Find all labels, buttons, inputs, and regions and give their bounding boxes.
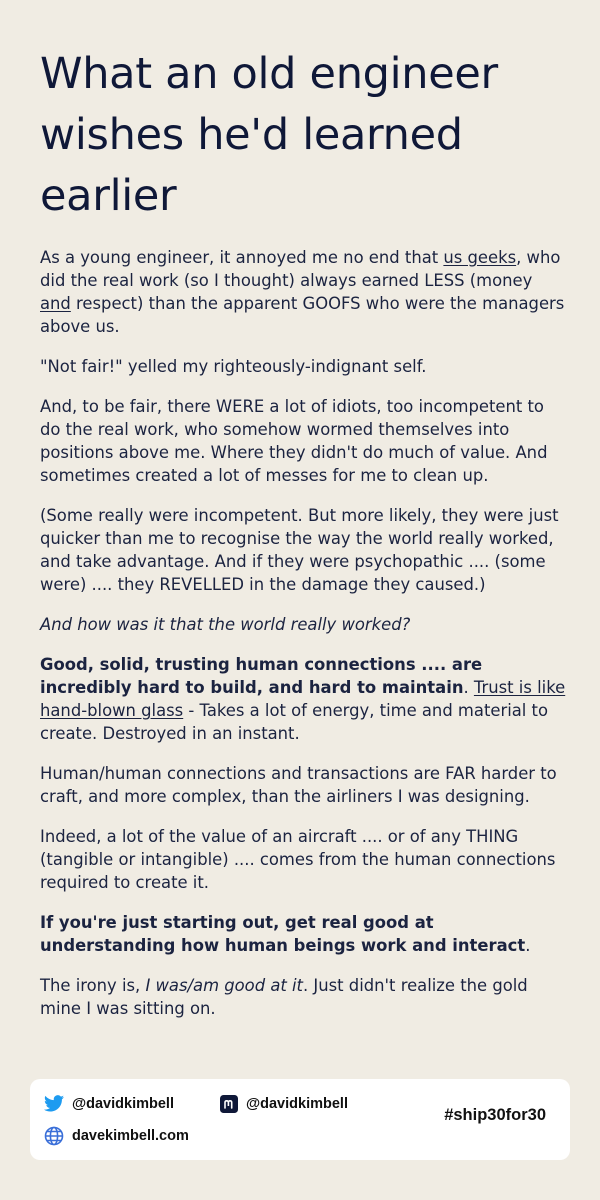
twitter-handle: @davidkimbell [72,1095,174,1112]
paragraph-4: (Some really were incompetent. But more likely, they were just quicker than me to recognise the way the world really worked, and take advantage. And if they were psychopathic .... (some were) .... they REVELLED in the damage they caused.) [40,506,559,594]
paragraph-1 [40,246,568,338]
website-link[interactable] [44,1126,189,1146]
page-title: What an old engineer wishes he'd learned earlier [40,49,498,221]
text-span: . [525,936,531,955]
italic-phrase: I was/am good at it [145,976,303,995]
text-span: , who did the real work (so I thought) always earned LESS (money [40,248,561,290]
social-footer [30,1079,570,1160]
text-span: respect) than the apparent GOOFS who were the managers above us. [40,294,565,336]
mastodon-handle-link[interactable] [220,1095,348,1113]
text-span: The irony is, [40,976,146,995]
paragraph-3: And, to be fair, there WERE a lot of idiots, too incompetent to do the real work, who somehow wormed themselves into positions above me. Where they didn't do much of value. And sometimes created a lot of messes for me to clean up. [40,397,548,485]
and-emphasis: and [40,294,71,313]
mastodon-handle: @davidkimbell [246,1096,348,1112]
paragraph-5-question: And how was it that the world really worked? [40,615,411,634]
paragraph-9 [40,911,568,957]
text-span: . Just didn't realize the gold mine I was sitting on. [40,976,528,1018]
bold-statement: Good, solid, trusting human connections .... are incredibly hard to build, and hard to maintain [40,655,483,697]
trust-glass-link[interactable]: Trust is like hand-blown glass [40,678,566,720]
paragraph-6 [40,653,568,745]
bold-advice: If you're just starting out, get real good at understanding how human beings work and interact [40,913,526,955]
paragraph-2: "Not fair!" yelled my righteously-indignant self. [40,357,427,376]
text-span: . [463,678,474,697]
text-span: - Takes a lot of energy, time and material to create. Destroyed in an instant. [40,701,549,743]
article-body [40,246,568,1037]
mastodon-icon [220,1095,238,1113]
paragraph-7: Human/human connections and transactions are FAR harder to craft, and more complex, than the airliners I was designing. [40,764,557,806]
twitter-icon [44,1095,64,1112]
website-url: davekimbell.com [72,1128,189,1144]
paragraph-10 [40,974,568,1020]
paragraph-8: Indeed, a lot of the value of an aircraft .... or of any THING (tangible or intangible) .... comes from the human connections required to create it. [40,827,556,892]
hashtag-label: #ship30for30 [444,1106,546,1124]
us-geeks-link[interactable]: us geeks [443,248,517,267]
twitter-handle-link[interactable] [44,1095,174,1112]
globe-icon [44,1126,64,1146]
text-span: As a young engineer, it annoyed me no end that [40,248,444,267]
